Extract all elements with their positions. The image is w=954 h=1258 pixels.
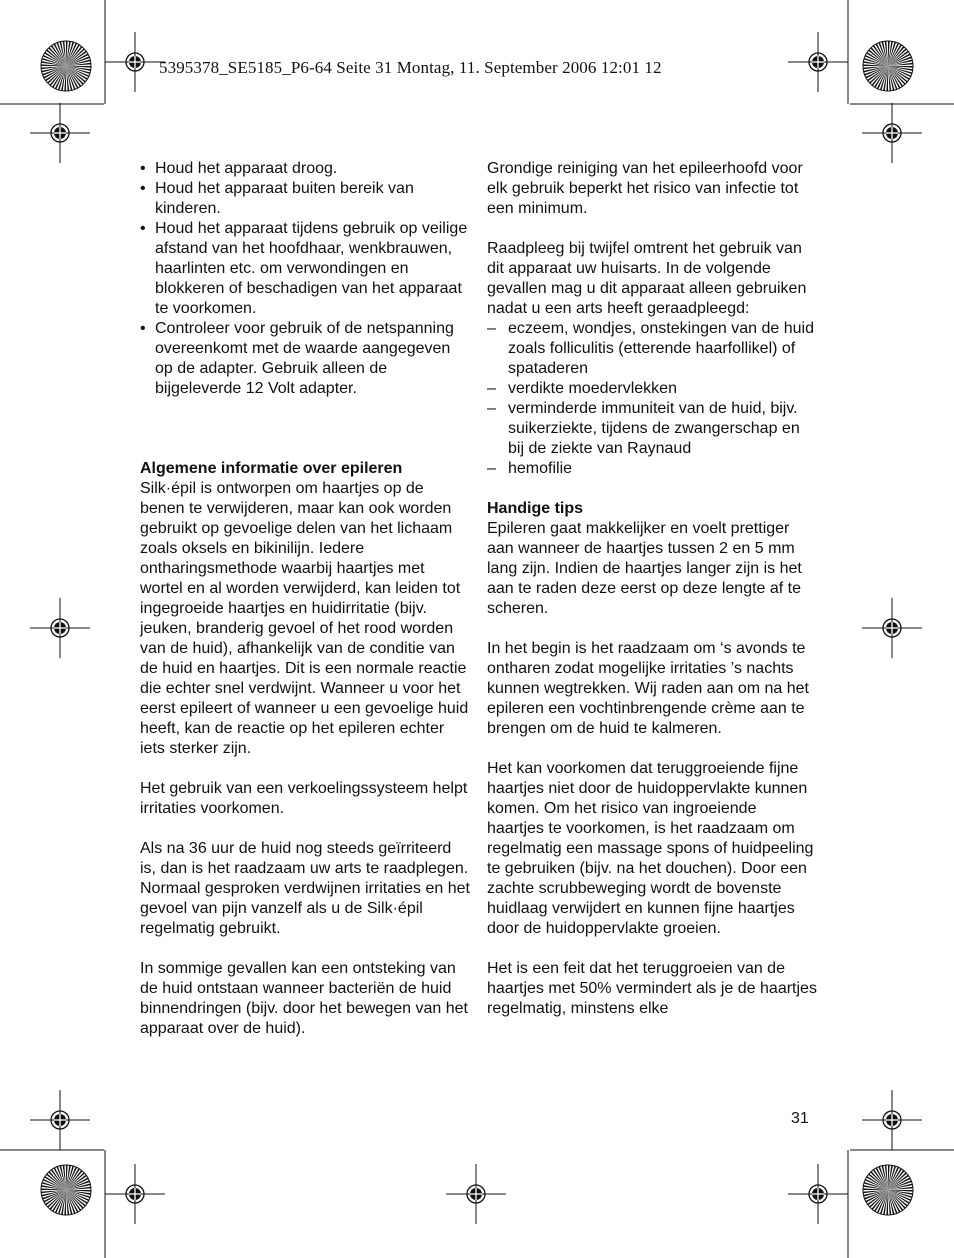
starburst-wedge — [863, 64, 888, 66]
dash-item: – eczeem, wondjes, onstekingen van de huid zoals folliculitis (etterende haarfollikel) of spataderen — [487, 320, 814, 377]
starburst-wedge — [66, 1190, 91, 1192]
section-heading: Handige tips — [487, 500, 584, 517]
paragraph: Het gebruik van een verkoelingssysteem helpt irritaties voorkomen. — [140, 780, 468, 817]
starburst-wedge — [64, 66, 66, 91]
dash-item: – hemofilie — [487, 460, 573, 477]
print-header: 5395378_SE5185_P6-64 Seite 31 Montag, 11. September 2006 12:01 12 — [159, 58, 662, 77]
dash-item: – verminderde immuniteit van de huid, bijv. suikerziekte, tijdens de zwangerschap en bij de ziekte van Raynaud — [487, 400, 800, 457]
starburst-wedge — [886, 1190, 888, 1215]
right-column — [487, 159, 817, 1019]
page-number: 31 — [791, 1110, 809, 1127]
paragraph: Raadpleeg bij twijfel omtrent het gebruik van dit apparaat uw huisarts. In de volgende gevallen mag u dit apparaat alleen gebruiken nadat u een arts heeft geraadpleegd: — [487, 240, 807, 317]
starburst-wedge — [66, 1165, 68, 1190]
starburst-wedge — [66, 66, 91, 68]
starburst-wedge — [888, 1165, 890, 1190]
paragraph: Het kan voorkomen dat teruggroeiende fijne haartjes niet door de huidoppervlakte kunnen komen. Om het risico van ingroeiende haartjes te voorkomen, is het raadzaam om regelmatig een massage spons of huidpeeling te gebruiken (bijv. na het douchen). Door een zachte scrubbeweging wordt de bovenste huidlaag verwijdert en kunnen fijne haartjes door de huidoppervlakte groeien. — [487, 760, 814, 937]
paragraph: In sommige gevallen kan een ontsteking van de huid ontstaan wanneer bacteriën de huid binnendringen (bijv. door het bewegen van het apparaat over de huid). — [140, 960, 468, 1037]
starburst-wedge — [41, 64, 66, 66]
left-column — [140, 159, 470, 1039]
starburst-wedge — [888, 66, 913, 68]
paragraph: In het begin is het raadzaam om ‘s avonds te ontharen zodat mogelijke irritaties ’s nachts kunnen wegtrekken. Wij raden aan om na het epileren een vochtinbrengende crème aan te brengen om de huid te kalmeren. — [487, 640, 809, 737]
paragraph: Epileren gaat makkelijker en voelt prettiger aan wanneer de haartjes tussen 2 en 5 mm lang zijn. Indien de haartjes langer zijn is het aan te raden deze eerst op deze lengte af te scheren. — [487, 520, 802, 617]
starburst-wedge — [66, 41, 68, 66]
bullet-item: • Houd het apparaat droog. — [140, 160, 338, 177]
starburst-wedge — [863, 1188, 888, 1190]
paragraph: Als na 36 uur de huid nog steeds geïrriteerd is, dan is het raadzaam uw arts te raadplegen. Normaal gesproken verdwijnen irritaties en het gevoel van pijn vanzelf als u de Silk·épil regelmatig gebruikt. — [140, 840, 470, 937]
paragraph: Het is een feit dat het teruggroeien van de haartjes met 50% vermindert als je de haartjes regelmatig, minstens elke — [487, 960, 817, 1017]
bullet-item: • Controleer voor gebruik of de netspanning overeenkomt met de waarde aangegeven op de adapter. Gebruik alleen de bijgeleverde 12 Volt adapter. — [140, 320, 454, 397]
paragraph: Silk·épil is ontworpen om haartjes op de benen te verwijderen, maar kan ook worden gebruikt op gevoelige delen van het lichaam zoals oksels en bikinilijn. Iedere ontharingsmethode waarbij haartjes met wortel en al worden verwijderd, kan leiden tot ingegroeide haartjes en huidirritatie (bijv. jeuken, branderig gevoel of het rood worden van de huid), afhankelijk van de conditie van de huid en haartjes. Dit is een normale reactie die echter snel verdwijnt. Wanneer u voor het eerst epileert of wanneer u een gevoelige huid heeft, kan de reactie op het epileren echter iets sterker zijn. — [140, 480, 469, 757]
bullet-item: • Houd het apparaat tijdens gebruik op veilige afstand van het hoofdhaar, wenkbrauwen, haarlinten etc. om verwondingen en blokkeren of beschadigen van het apparaat te voorkomen. — [140, 220, 468, 317]
starburst-wedge — [64, 1190, 66, 1215]
bullet-item: • Houd het apparaat buiten bereik van kinderen. — [140, 180, 414, 217]
paragraph: Grondige reiniging van het epileerhoofd voor elk gebruik beperkt het risico van infectie tot een minimum. — [487, 160, 803, 217]
section-heading: Algemene informatie over epileren — [140, 460, 403, 477]
starburst-wedge — [888, 41, 890, 66]
starburst-wedge — [888, 1190, 913, 1192]
dash-item: – verdikte moedervlekken — [487, 380, 677, 397]
starburst-wedge — [886, 66, 888, 91]
starburst-wedge — [41, 1188, 66, 1190]
